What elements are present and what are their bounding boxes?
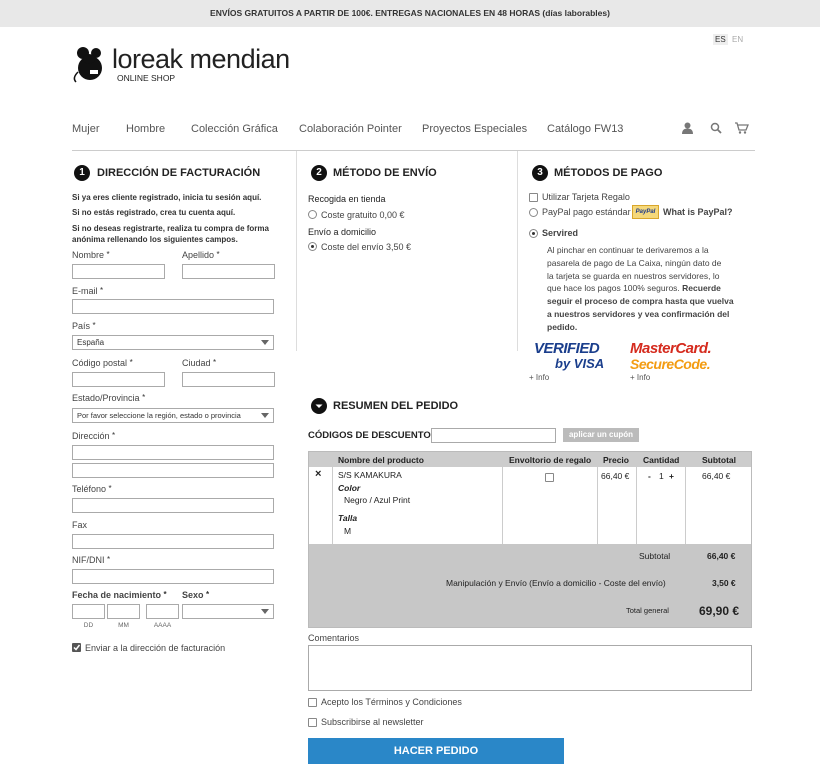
size-value: M: [344, 526, 352, 536]
store-pickup-option: Coste gratuito 0,00 €: [321, 210, 405, 220]
cp-label: Código postal *: [72, 358, 133, 368]
size-label: Talla: [338, 513, 358, 523]
telefono-input[interactable]: [72, 498, 274, 513]
verified-by-visa-sub: by VISA: [555, 356, 605, 371]
gift-card-label: Utilizar Tarjeta Regalo: [542, 192, 630, 202]
discount-label: CÓDIGOS DE DESCUENTO: [308, 430, 431, 441]
chevron-down-icon: [261, 340, 269, 345]
servired-description: Al pinchar en continuar te derivaremos a la pasarela de pago de La Caixa, ningún dato de la tarjeta se guarda en nuestros servidores, lo que hace los pagos 100% seguros. Recuerde seguir el proceso de compra hasta que vuelva a nuestros servidores y vea confirmación del pedido.: [547, 245, 734, 332]
summary-title: RESUMEN DEL PEDIDO: [333, 400, 459, 412]
column-divider-2: [517, 151, 518, 351]
day-input[interactable]: [72, 604, 105, 619]
subtotal-value: 66,40 €: [707, 551, 736, 561]
email-input[interactable]: [72, 299, 274, 314]
estado-label: Estado/Provincia *: [72, 393, 146, 403]
total-label: Total general: [626, 606, 669, 615]
comments-textarea[interactable]: [308, 645, 752, 691]
fax-input[interactable]: [72, 534, 274, 549]
logo-title[interactable]: loreak mendian: [112, 44, 290, 74]
ship-same-checkbox[interactable]: [72, 643, 81, 652]
apellido-label: Apellido *: [182, 250, 220, 260]
nav-mujer[interactable]: Mujer: [72, 123, 100, 135]
rat-logo-icon[interactable]: [70, 44, 114, 84]
newsletter-label: Subscribirse al newsletter: [321, 717, 424, 727]
nombre-label: Nombre *: [72, 250, 110, 260]
col-quantity: Cantidad: [643, 455, 680, 465]
comments-label: Comentarios: [308, 633, 360, 643]
guest-text-1: Si no deseas registrarte, realiza tu compra de forma: [72, 224, 269, 233]
summary-toggle-icon[interactable]: [311, 398, 327, 414]
step-1-badge: 1: [74, 165, 90, 181]
ciudad-input[interactable]: [182, 372, 275, 387]
cart-icon[interactable]: [734, 122, 749, 134]
apply-coupon-button[interactable]: aplicar un cupón: [563, 428, 639, 442]
fax-label: Fax: [72, 520, 88, 530]
total-value: 69,90 €: [699, 604, 740, 618]
qty-decrease-button[interactable]: -: [648, 471, 651, 481]
store-pickup-radio[interactable]: [308, 210, 317, 219]
home-delivery-label: Envío a domicilio: [308, 227, 377, 237]
place-order-button[interactable]: HACER PEDIDO: [308, 738, 564, 764]
nif-input[interactable]: [72, 569, 274, 584]
chevron-down-icon: [261, 413, 269, 418]
nav-hombre[interactable]: Hombre: [126, 123, 166, 135]
year-input[interactable]: [146, 604, 179, 619]
terms-checkbox[interactable]: [308, 698, 317, 707]
dd-hint: DD: [83, 622, 94, 629]
product-name[interactable]: S/S KAMAKURA: [338, 470, 402, 480]
telefono-label: Teléfono *: [72, 484, 112, 494]
col-gift-wrap: Envoltorio de regalo: [509, 455, 592, 465]
visa-info-link[interactable]: + Info: [529, 373, 550, 382]
mastercard-info-link[interactable]: + Info: [630, 373, 651, 382]
mm-hint: MM: [118, 622, 129, 629]
month-input[interactable]: [107, 604, 140, 619]
servired-radio[interactable]: [529, 229, 538, 238]
promo-banner: ENVÍOS GRATUITOS A PARTIR DE 100€. ENTREGAS NACIONALES EN 48 HORAS (días laborables): [0, 0, 820, 27]
login-link[interactable]: Si ya eres cliente registrado, inicia tu sesión aquí.: [72, 193, 262, 202]
logo-subtitle: ONLINE SHOP: [117, 73, 176, 83]
cell-divider: [685, 467, 686, 544]
gift-wrap-checkbox[interactable]: [545, 473, 554, 482]
color-label: Color: [338, 483, 361, 493]
user-icon[interactable]: [681, 122, 694, 134]
pais-label: País *: [72, 321, 96, 331]
search-icon[interactable]: [710, 122, 722, 134]
col-price: Precio: [603, 455, 629, 465]
sexo-select[interactable]: [182, 604, 274, 619]
home-delivery-option: Coste del envío 3,50 €: [321, 242, 412, 252]
color-value: Negro / Azul Print: [344, 495, 411, 505]
remove-item-icon[interactable]: ×: [315, 468, 322, 480]
column-divider-1: [296, 151, 297, 351]
sexo-label: Sexo *: [182, 590, 210, 600]
nif-label: NIF/DNI *: [72, 555, 111, 565]
what-is-paypal-link[interactable]: What is PayPal?: [663, 207, 733, 217]
ciudad-label: Ciudad *: [182, 358, 217, 368]
step-2-badge: 2: [311, 165, 327, 181]
col-subtotal: Subtotal: [702, 455, 736, 465]
mastercard-securecode-logo[interactable]: MasterCard.: [630, 340, 712, 357]
gift-card-checkbox[interactable]: [529, 193, 538, 202]
paypal-label: PayPal pago estándar: [542, 207, 631, 217]
newsletter-checkbox[interactable]: [308, 718, 317, 727]
nav-colaboracion-pointer[interactable]: Colaboración Pointer: [299, 123, 402, 135]
subtotal-label: Subtotal: [639, 551, 671, 561]
nav-catalogo[interactable]: Catálogo FW13: [547, 123, 624, 135]
cell-divider: [502, 467, 503, 544]
mastercard-securecode-sub: SecureCode.: [630, 356, 711, 372]
cell-divider: [332, 467, 333, 544]
verified-by-visa-logo[interactable]: VERIFIED: [534, 340, 600, 357]
nav-divider: [72, 150, 755, 151]
cell-divider: [597, 467, 598, 544]
home-delivery-radio[interactable]: [308, 242, 317, 251]
cell-divider: [636, 467, 637, 544]
shipping-title: MÉTODO DE ENVÍO: [333, 167, 437, 179]
servired-label: Servired: [542, 228, 579, 238]
direccion-input-2[interactable]: [72, 463, 274, 478]
aaaa-hint: AAAA: [153, 622, 172, 629]
direccion-label: Dirección *: [72, 431, 116, 441]
step-3-badge: 3: [532, 165, 548, 181]
nav-coleccion-grafica[interactable]: Colección Gráfica: [191, 123, 278, 135]
check-icon: [72, 643, 81, 652]
pais-select[interactable]: España: [72, 335, 274, 350]
lang-es[interactable]: ES: [715, 35, 726, 44]
direccion-input-1[interactable]: [72, 445, 274, 460]
billing-title: DIRECCIÓN DE FACTURACIÓN: [97, 167, 261, 179]
payment-title: MÉTODOS DE PAGO: [554, 167, 663, 179]
store-pickup-label: Recogida en tienda: [308, 194, 386, 204]
chevron-down-icon: [261, 609, 269, 614]
paypal-badge-icon[interactable]: PayPal: [632, 205, 659, 219]
email-label: E-mail *: [72, 286, 104, 296]
qty-value[interactable]: 1: [659, 471, 664, 481]
shipping-cost-value: 3,50 €: [712, 578, 736, 588]
item-subtotal: 66,40 €: [702, 471, 731, 481]
col-product-name: Nombre del producto: [338, 455, 424, 465]
register-link[interactable]: Si no estás registrado, crea tu cuenta aquí.: [72, 208, 236, 217]
item-price: 66,40 €: [601, 471, 630, 481]
coupon-input[interactable]: [431, 428, 556, 443]
nav-proyectos-especiales[interactable]: Proyectos Especiales: [422, 123, 528, 135]
guest-text-2: anónima rellenando los siguientes campos.: [72, 235, 238, 244]
estado-select[interactable]: Por favor seleccione la región, estado o provincia: [72, 408, 274, 423]
ship-same-label: Enviar a la dirección de facturación: [85, 643, 226, 653]
terms-label[interactable]: Acepto los Términos y Condiciones: [321, 697, 462, 707]
paypal-radio[interactable]: [529, 208, 538, 217]
shipping-cost-label: Manipulación y Envío (Envío a domicilio - Coste del envío): [446, 578, 666, 588]
cp-input[interactable]: [72, 372, 165, 387]
qty-increase-button[interactable]: +: [669, 471, 674, 481]
nombre-input[interactable]: [72, 264, 165, 279]
fecha-label: Fecha de nacimiento *: [72, 590, 167, 600]
lang-en[interactable]: EN: [732, 35, 744, 44]
apellido-input[interactable]: [182, 264, 275, 279]
